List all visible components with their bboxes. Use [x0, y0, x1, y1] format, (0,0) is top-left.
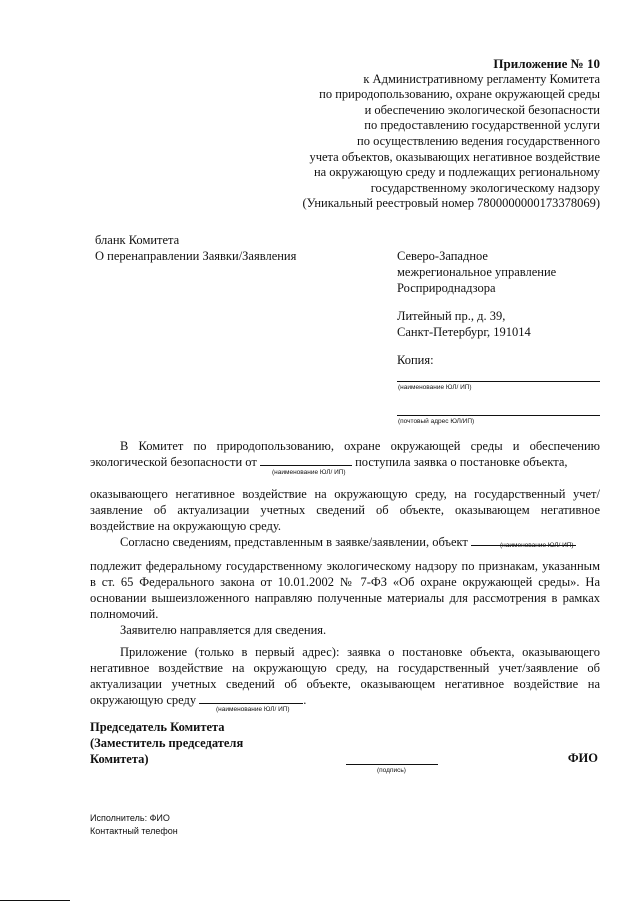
appendix-header	[180, 56, 600, 212]
attachment-name-caption: (наименование ЮЛ/ ИП)	[216, 706, 290, 713]
addressee-org: Северо-Западное	[397, 249, 488, 263]
signatory-fio: ФИО	[567, 751, 598, 765]
signatory-line: Председатель Комитета	[90, 720, 225, 734]
copy-label: Копия:	[397, 353, 434, 367]
copy-name-caption: (наименование ЮЛ/ ИП)	[398, 384, 472, 391]
signature-line[interactable]	[346, 763, 438, 765]
attachment-name-line[interactable]	[199, 692, 303, 704]
appendix-line: по осуществлению ведения государственного	[357, 133, 600, 148]
p2-start: Согласно сведениям, представленным в заявке/заявлении, объект	[120, 535, 468, 549]
appendix-line: (Уникальный реестровый номер 7800000000173378069)	[302, 196, 600, 211]
signatory-line: Комитета)	[90, 752, 149, 766]
appendix-line: по предоставлению государственной услуги	[364, 118, 600, 133]
addressee-address: Санкт-Петербург, 191014	[397, 325, 531, 339]
copy-name-line[interactable]	[397, 380, 600, 382]
paragraph-attachment	[90, 644, 600, 708]
object-name-caption: (наименование ЮЛ/ ИП)	[500, 542, 574, 549]
executor-name: Исполнитель: ФИО	[90, 813, 170, 823]
p2-continuation: подлежит федеральному государственному экологическому надзору по признакам, указанным в ст. 65 Федерального закона от 10.01.2002 № 7-ФЗ «Об охране окружающей среды». На основании вышеизложенного направляю полученные материалы для рассмотрения в рамках полномочий.	[90, 559, 600, 621]
appendix-line: государственному экологическому надзору	[370, 180, 600, 195]
letterhead-block	[95, 232, 296, 264]
sender-name-line[interactable]	[260, 454, 352, 466]
appendix-number: Приложение № 10	[493, 56, 600, 71]
p3: Заявителю направляется для сведения.	[120, 623, 327, 637]
p4: Приложение (только в первый адрес): заявка о постановке объекта, оказывающего негативное воздействие на окружающую среду, на государственный учет/заявление об актуализации учетных сведений об объекте, оказывающем негативное воздействие на окружающую среду	[90, 645, 600, 707]
signatory-line: (Заместитель председателя	[90, 736, 244, 750]
executor-phone: Контактный телефон	[90, 826, 178, 836]
appendix-line: на окружающую среду и подлежащих региональному	[313, 165, 600, 180]
paragraph-received	[90, 438, 600, 470]
letterhead-label: бланк Комитета	[95, 233, 180, 247]
sender-name-caption: (наименование ЮЛ/ ИП)	[272, 469, 346, 476]
letter-subject: О перенаправлении Заявки/Заявления	[95, 249, 297, 263]
footer-rule	[0, 900, 70, 901]
p4-end: .	[303, 693, 307, 707]
addressee-address: Литейный пр., д. 39,	[397, 309, 506, 323]
appendix-line: по природопользованию, охране окружающей среды	[319, 87, 600, 102]
addressee-org: Росприроднадзора	[397, 281, 496, 295]
p1-start: В Комитет по природопользованию, охране окружающей среды и обеспечению экологической безопасности от	[90, 439, 600, 469]
copy-address-line[interactable]	[397, 414, 600, 416]
executor-block	[90, 812, 178, 838]
appendix-line: и обеспечению экологической безопасности	[364, 102, 600, 117]
appendix-line: к Административному регламенту Комитета	[363, 71, 600, 86]
paragraph-supervision	[90, 558, 600, 638]
addressee-org: межрегиональное управление	[397, 265, 557, 279]
addressee-block	[397, 248, 556, 368]
signature-caption: (подпись)	[377, 767, 406, 774]
copy-address-caption: (почтовый адрес ЮЛ/ИП)	[398, 418, 475, 425]
p1-end: поступила заявка о постановке объекта,	[355, 455, 568, 469]
paragraph-received-cont	[90, 486, 600, 550]
signatory-block	[90, 719, 243, 767]
p1-continuation: оказывающего негативное воздействие на окружающую среду, на государственный учет/заявление об актуализации учетных сведений об объекте, оказывающем негативное воздействие на окружающую среду.	[90, 487, 600, 533]
appendix-line: учета объектов, оказывающих негативное воздействие	[309, 149, 600, 164]
